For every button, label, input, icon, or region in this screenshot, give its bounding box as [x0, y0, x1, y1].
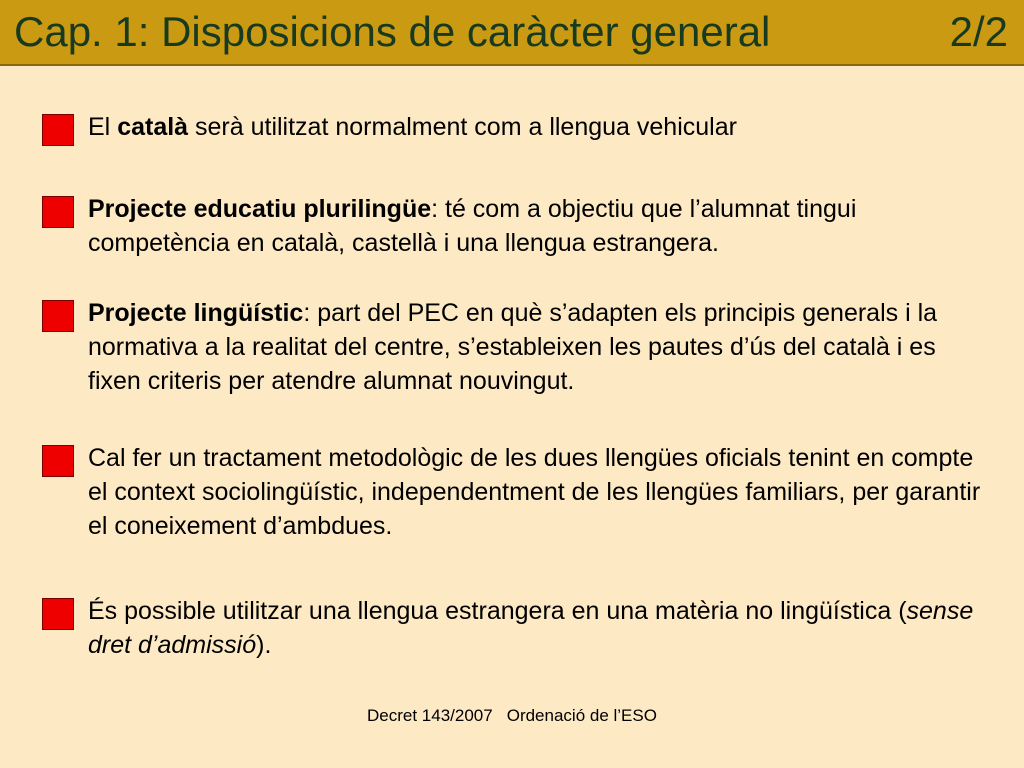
- bullet-item-5: [88, 594, 988, 662]
- bullet-square-icon: [42, 445, 74, 477]
- title-bar: [0, 0, 1024, 66]
- bullet-text: És possible utilitzar una llengua estrangera en una matèria no lingüística (sense dret d’admissió).: [88, 597, 974, 659]
- bullet-text: El català serà utilitzat normalment com a llengua vehicular: [88, 113, 737, 141]
- slide-footer: [0, 706, 1024, 726]
- bullet-text: Projecte educatiu plurilingüe: té com a objectiu que l’alumnat tingui competència en català, castellà i una llengua estrangera.: [88, 195, 857, 257]
- bullet-text: Projecte lingüístic: part del PEC en què s’adapten els principis generals i la normativa a la realitat del centre, s’estableixen les pautes d’ús del català i es fixen criteris per atendre alumnat nouvingut.: [88, 299, 938, 395]
- slide-title: Cap. 1: Disposicions de caràcter general: [14, 8, 771, 55]
- bullet-square-icon: [42, 114, 74, 146]
- bullet-item-3: [88, 296, 988, 398]
- slide-page-number: 2/2: [949, 8, 1008, 55]
- bullet-square-icon: [42, 196, 74, 228]
- bullet-text: Cal fer un tractament metodològic de les dues llengües oficials tenint en compte el context sociolingüístic, independentment de les llengües familiars, per garantir el coneixement d’ambdues.: [88, 444, 981, 540]
- bullet-item-2: [88, 192, 988, 260]
- footer-title: Ordenació de l’ESO: [506, 706, 657, 725]
- footer-decree: Decret 143/2007: [367, 706, 493, 725]
- bullet-square-icon: [42, 598, 74, 630]
- bullet-item-4: [88, 441, 988, 543]
- bullet-square-icon: [42, 300, 74, 332]
- bullet-item-1: [88, 110, 988, 144]
